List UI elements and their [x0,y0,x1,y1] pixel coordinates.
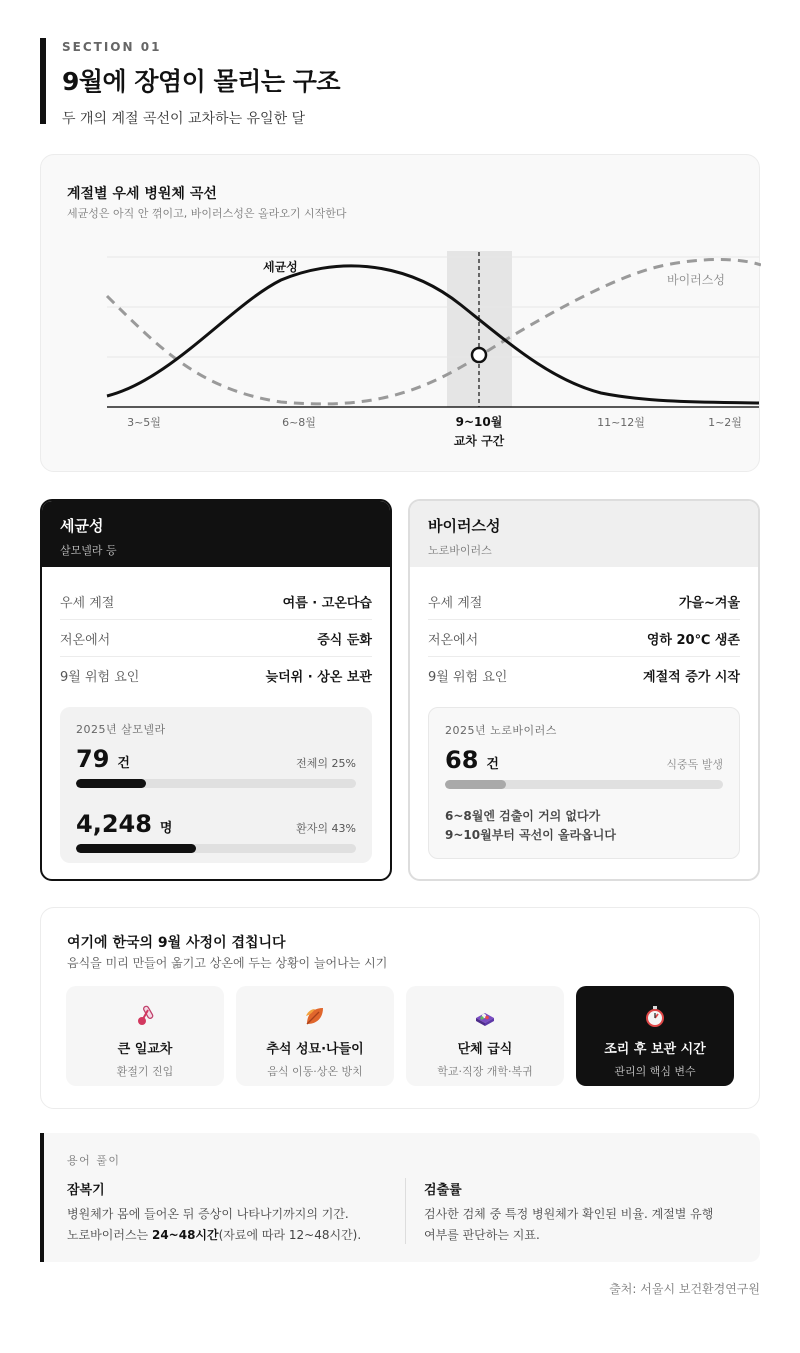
x-tick-label: 6~8월 [282,416,316,429]
row-value: 여름 · 고온다습 [282,595,372,611]
highlight-caption: 교차 구간 [453,434,505,448]
thermometer-icon [66,1004,224,1028]
page-title: 9월에 장염이 몰리는 구조 [62,67,341,96]
tile-subtitle: 음식 이동·상온 방치 [267,1065,363,1078]
row-key: 저온에서 [428,632,479,648]
tile-label: 조리 후 보관 시간 [604,1042,706,1057]
info-row [60,657,372,694]
cases-bar-fill [445,780,506,789]
tile-label: 추석 성묘·나들이 [266,1042,364,1057]
stat-label: 2025년 노로바이러스 [445,724,557,737]
tile-subtitle: 학교·직장 개학·복귀 [437,1065,533,1078]
tile-storage-time [576,986,734,1086]
tile-catering [406,986,564,1086]
tile-subtitle: 관리의 핵심 변수 [614,1065,696,1078]
row-key: 우세 계절 [428,595,483,611]
card-subtitle: 살모넬라 등 [60,544,117,557]
x-tick-label: 3~5월 [127,416,161,429]
definition-highlight: 24~48시간 [151,1228,219,1242]
cases-note: 식중독 발생 [666,758,723,771]
cases-bar [445,780,723,789]
cases-unit: 건 [486,757,499,772]
page-subtitle: 두 개의 계절 곡선이 교차하는 유일한 달 [62,111,306,127]
korea-context-card [40,907,760,1109]
norovirus-stat-box [428,707,740,859]
glossary-incubation [67,1179,387,1246]
card-title: 바이러스성 [428,517,501,535]
tile-label: 단체 급식 [457,1042,513,1057]
seasonal-curve-chart [41,155,761,473]
info-row [60,620,372,657]
row-value: 가을~겨울 [678,595,740,611]
info-row [60,583,372,620]
source-credit: 출처: 서울시 보건환경연구원 [609,1282,760,1296]
stat-line [76,745,356,773]
patients-bar [76,844,356,853]
patients-bar-fill [76,844,196,853]
glossary-box [40,1133,760,1262]
tile-temperature [66,986,224,1086]
description-line: 6~8월엔 검출이 거의 없다가 [445,809,601,823]
glossary-divider [405,1178,406,1244]
row-key: 9월 위험 요인 [60,670,140,685]
glossary-term: 검출률 [424,1183,462,1198]
glossary-definition [67,1204,387,1246]
definition-line: 검사한 검체 중 특정 병원체가 확인된 비율. 계절별 유행 [424,1207,714,1221]
card-header [410,501,758,567]
description-line: 9~10월부터 곡선이 올라옵니다 [445,828,616,842]
section-eyebrow: SECTION 01 [62,40,162,54]
lunchbox-icon [406,1004,564,1028]
row-key: 9월 위험 요인 [428,670,508,685]
definition-line [67,1225,387,1246]
cases-bar [76,779,356,788]
definition-line: 병원체가 몸에 들어온 뒤 증상이 나타나기까지의 기간. [67,1207,349,1221]
leaf-icon [236,1004,394,1028]
info-row [428,620,740,657]
stat-description [445,807,723,845]
crossover-point [472,348,486,362]
salmonella-stat-box [60,707,372,863]
viral-series-line [107,260,761,404]
info-rows [42,567,390,694]
cases-bar-fill [76,779,146,788]
seasonal-chart-card [40,154,760,472]
row-value: 계절적 증가 시작 [643,670,740,685]
row-key: 저온에서 [60,632,111,648]
x-tick-label-highlight: 9~10월 [455,415,503,429]
definition-prefix: 노로바이러스는 [67,1228,152,1242]
row-value: 늦더위 · 상온 보관 [265,670,372,685]
tile-label: 큰 일교차 [117,1042,173,1057]
tile-subtitle: 환절기 진입 [116,1065,174,1078]
row-value: 영하 20℃ 생존 [646,632,740,648]
row-key: 우세 계절 [60,595,115,611]
cases-note: 전체의 25% [296,757,356,770]
series-label-bacterial: 세균성 [263,260,298,274]
stat-label: 2025년 살모넬라 [76,723,166,736]
series-label-viral: 바이러스성 [667,273,725,287]
glossary-detection [424,1179,744,1246]
timer-icon [576,1004,734,1028]
info-row [428,657,740,694]
context-tiles [66,986,734,1086]
card-subtitle: 노로바이러스 [428,544,492,557]
info-rows [410,567,758,694]
context-title: 여기에 한국의 9월 사정이 겹칩니다 [67,935,286,951]
card-header [42,501,390,567]
cases-unit: 건 [117,756,130,771]
chart-title: 계절별 우세 병원체 곡선 [67,186,217,202]
chart-subtitle: 세균성은 아직 안 꺾이고, 바이러스성은 올라오기 시작한다 [67,207,347,220]
definition-suffix: (자료에 따라 12~48시간). [218,1228,362,1242]
context-subtitle: 음식을 미리 만들어 옮기고 상온에 두는 상황이 늘어나는 시기 [67,956,388,970]
patients-value: 4,248 [76,810,152,838]
bacterial-card [40,499,392,881]
patients-unit: 명 [159,821,173,836]
patients-note: 환자의 43% [296,822,356,835]
cases-value: 79 [76,745,110,773]
tile-chuseok [236,986,394,1086]
x-tick-label: 11~12월 [597,416,645,429]
definition-line: 여부를 판단하는 지표. [424,1228,540,1242]
section-header [40,38,341,127]
glossary-definition [424,1204,744,1246]
x-tick-label: 1~2월 [708,416,742,429]
row-value: 증식 둔화 [317,632,372,648]
glossary-label: 용어 풀이 [67,1154,121,1167]
cases-value: 68 [445,746,479,774]
glossary-term: 잠복기 [67,1183,105,1198]
stat-line [445,746,723,774]
info-row [428,583,740,620]
stat-line [76,810,356,838]
card-title: 세균성 [60,517,104,535]
viral-card [408,499,760,881]
